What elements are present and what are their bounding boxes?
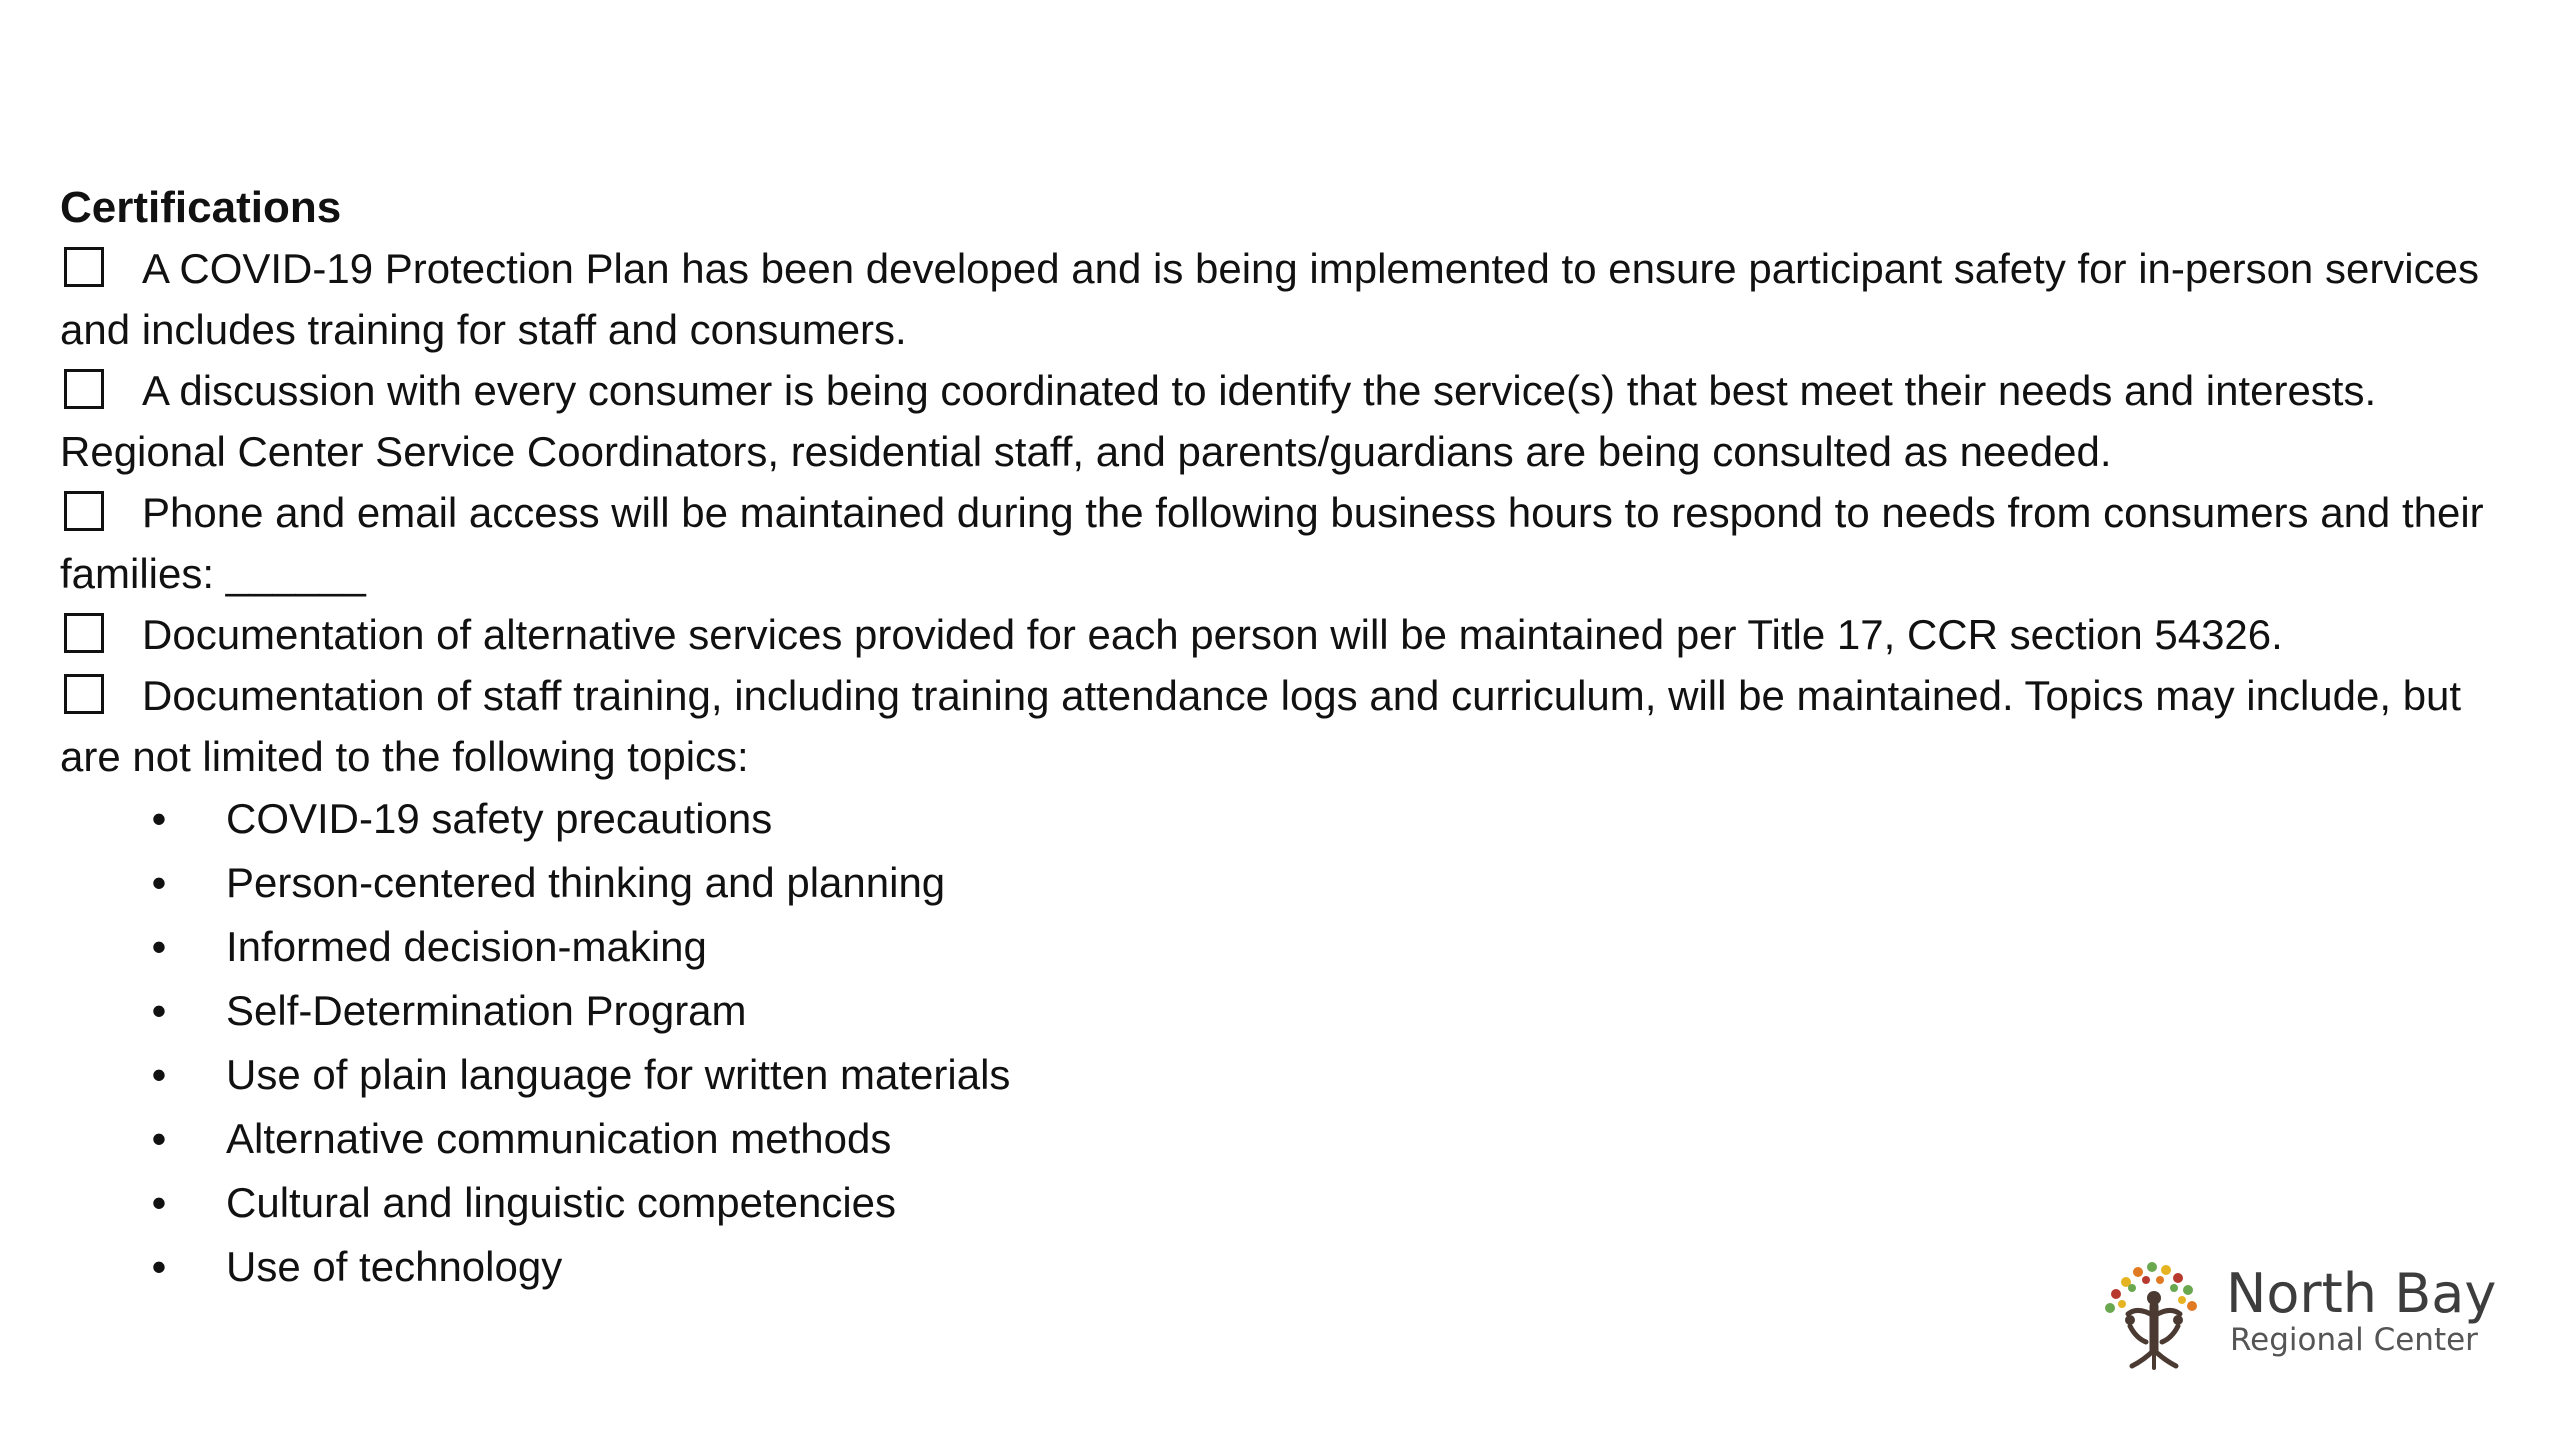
bullet: • <box>151 1115 167 1162</box>
list-item <box>60 1171 2530 1235</box>
certifications-section <box>60 178 2530 1299</box>
bullet: • <box>151 923 167 970</box>
certification-item <box>60 482 2530 604</box>
bullet: • <box>151 987 167 1034</box>
list-item <box>60 851 2530 915</box>
logo-subtitle: Regional Center <box>2230 1322 2478 1358</box>
bullet: • <box>151 859 167 906</box>
topic-text: Person-centered thinking and planning <box>226 859 946 906</box>
north-bay-regional-center-logo <box>2092 1254 2512 1374</box>
topic-text: Use of technology <box>226 1243 563 1290</box>
topic-text: Informed decision-making <box>226 923 707 970</box>
bullet: • <box>151 1243 167 1290</box>
certification-text: Documentation of alternative services provided for each person will be maintained per Title 17, CCR section 54326. <box>142 611 2283 658</box>
certification-text: Documentation of staff training, including training attendance logs and curriculum, will be maintained. Topics may include, but are not limited to the following topics: <box>60 672 2462 780</box>
list-item <box>60 979 2530 1043</box>
training-topics-list <box>60 787 2530 1299</box>
certification-text: A COVID-19 Protection Plan has been developed and is being implemented to ensure participant safety for in-person services and includes training for staff and consumers. <box>60 245 2479 353</box>
certification-text: A discussion with every consumer is being coordinated to identify the service(s) that best meet their needs and interests. Regional Center Service Coordinators, residential staff, and parents/guardians are being consulted as needed. <box>60 367 2377 475</box>
bullet: • <box>151 1179 167 1226</box>
list-item <box>60 915 2530 979</box>
topic-text: Cultural and linguistic competencies <box>226 1179 897 1226</box>
section-heading: Certifications <box>60 183 342 232</box>
list-item <box>60 787 2530 851</box>
list-item <box>60 1043 2530 1107</box>
bullet: • <box>151 795 167 842</box>
checkbox[interactable] <box>64 674 104 714</box>
certification-text: Phone and email access will be maintained during the following business hours to respond to needs from consumers and their families: ______ <box>60 489 2484 597</box>
tree-people-icon <box>2092 1254 2222 1374</box>
logo-title: North Bay <box>2226 1262 2497 1325</box>
list-item <box>60 1107 2530 1171</box>
topic-text: Use of plain language for written materials <box>226 1051 1011 1098</box>
certification-item <box>60 360 2530 482</box>
topic-text: Self-Determination Program <box>226 987 747 1034</box>
checkbox[interactable] <box>64 369 104 409</box>
bullet: • <box>151 1051 167 1098</box>
topic-text: COVID-19 safety precautions <box>226 795 773 842</box>
topic-text: Alternative communication methods <box>226 1115 892 1162</box>
certification-item <box>60 604 2530 665</box>
checkbox[interactable] <box>64 247 104 287</box>
certification-item <box>60 238 2530 360</box>
checkbox[interactable] <box>64 613 104 653</box>
checkbox[interactable] <box>64 491 104 531</box>
certification-item <box>60 665 2530 787</box>
